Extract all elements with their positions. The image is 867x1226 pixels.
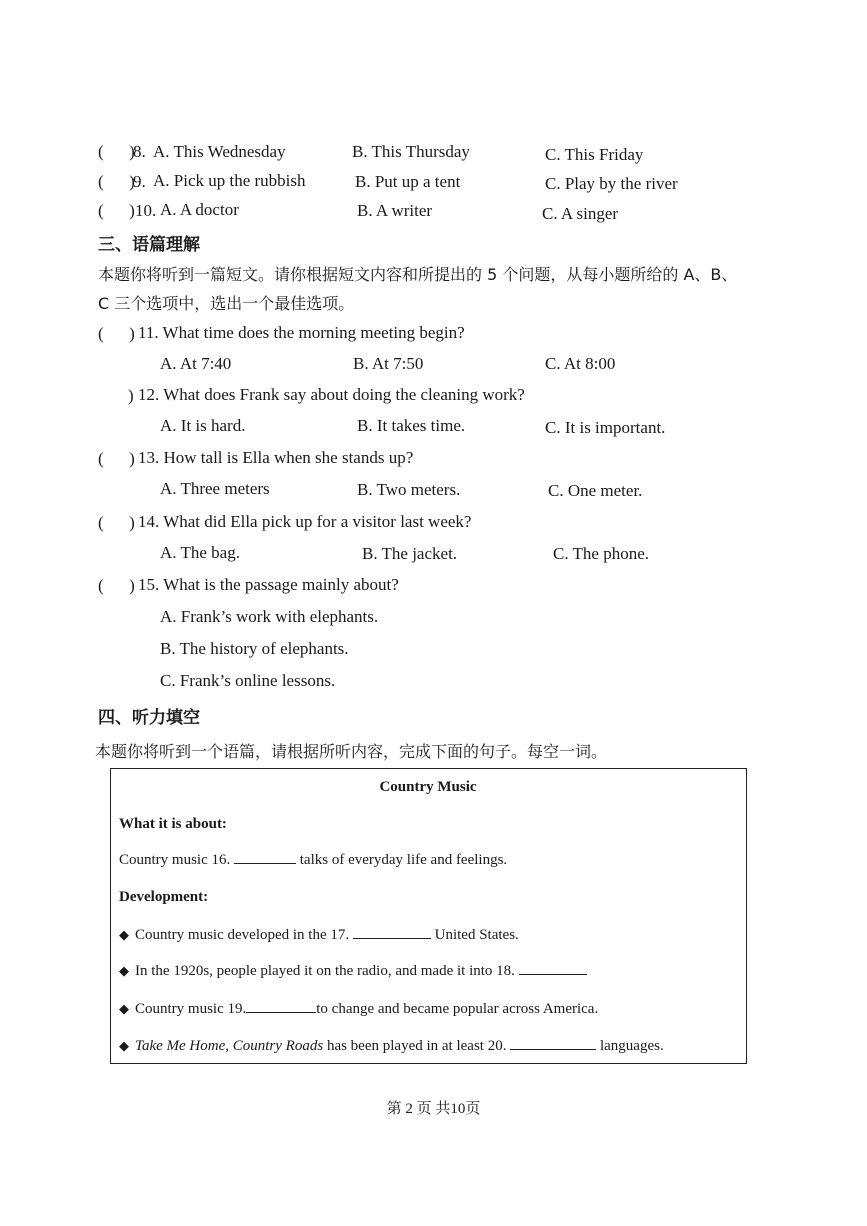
line-18-prefix: In the 1920s, people played it on the radio, and made it into 18.	[135, 963, 515, 979]
question-number: 10.	[135, 201, 157, 220]
song-title: Take Me Home, Country Roads	[135, 1038, 324, 1054]
box-heading-development: Development:	[119, 889, 209, 905]
answer-bracket[interactable]: ( )	[98, 201, 135, 220]
question-11-text: 11. What time does the morning meeting begin?	[138, 323, 465, 342]
answer-bracket[interactable]: )	[128, 386, 134, 405]
option-a: A. The bag.	[160, 543, 240, 562]
blank-17[interactable]	[353, 926, 431, 939]
line-16-prefix: Country music 16.	[119, 852, 231, 868]
line-19-prefix: Country music 19.	[135, 1001, 247, 1017]
line-16-suffix: talks of everyday life and feelings.	[299, 852, 508, 868]
question-12-text: 12. What does Frank say about doing the cleaning work?	[138, 385, 525, 404]
option-c: C. At 8:00	[545, 354, 616, 373]
bullet-20	[119, 1037, 664, 1055]
question-number: 8.	[133, 142, 146, 161]
option-b: B. The jacket.	[362, 544, 458, 563]
blank-18[interactable]	[519, 962, 587, 975]
page-footer: 第 2 页 共10页	[386, 1101, 481, 1117]
diamond-bullet-icon: ◆	[119, 1038, 129, 1053]
bullet-18	[119, 962, 587, 980]
section-3-instruction-line1: 本题你将听到一篇短文。请你根据短文内容和所提出的 5 个问题，从每小题所给的 A、B、	[98, 265, 738, 284]
option-a: A. Pick up the rubbish	[153, 171, 306, 190]
answer-bracket[interactable]: ( )	[98, 142, 135, 161]
option-b: B. This Thursday	[352, 142, 470, 161]
bullet-19	[119, 1000, 598, 1018]
blank-16[interactable]	[234, 851, 296, 864]
option-a: A. At 7:40	[160, 354, 232, 373]
option-b: B. Two meters.	[357, 480, 461, 499]
option-c: C. The phone.	[553, 544, 650, 563]
line-17-suffix: United States.	[434, 927, 519, 943]
diamond-bullet-icon: ◆	[119, 927, 129, 942]
answer-bracket[interactable]: ( )	[98, 172, 135, 191]
option-a: A. This Wednesday	[153, 142, 286, 161]
box-title: Country Music	[379, 779, 477, 795]
line-20-suffix: languages.	[599, 1038, 664, 1054]
line-20-prefix: has been played in at least 20.	[326, 1038, 507, 1054]
section-4-instruction: 本题你将听到一个语篇，请根据所听内容，完成下面的句子。每空一词。	[95, 742, 608, 761]
section-3-title: 三、语篇理解	[98, 235, 200, 255]
box-heading-about: What it is about:	[119, 816, 227, 832]
bullet-17	[119, 926, 519, 944]
box-line-16	[119, 851, 507, 869]
section-4-title: 四、听力填空	[98, 708, 200, 728]
line-19-suffix: to change and became popular across America.	[316, 1001, 599, 1017]
question-13-text: 13. How tall is Ella when she stands up?	[138, 448, 414, 467]
answer-bracket[interactable]: ( )	[98, 513, 135, 532]
answer-bracket[interactable]: ( )	[98, 324, 135, 343]
diamond-bullet-icon: ◆	[119, 1001, 129, 1016]
option-c: C. A singer	[542, 204, 619, 223]
option-b: B. At 7:50	[353, 354, 424, 373]
option-c: C. One meter.	[548, 481, 643, 500]
option-a: A. Three meters	[160, 479, 270, 498]
option-a: A. A doctor	[160, 200, 239, 219]
option-a: A. It is hard.	[160, 416, 246, 435]
option-c: C. Frank’s online lessons.	[160, 671, 336, 690]
option-b: B. It takes time.	[357, 416, 466, 435]
section-3-instruction-line2: C 三个选项中，选出一个最佳选项。	[98, 294, 355, 313]
country-music-box	[110, 768, 747, 1064]
question-number: 9.	[133, 172, 146, 191]
answer-bracket[interactable]: ( )	[98, 576, 135, 595]
option-b: B. A writer	[357, 201, 433, 220]
blank-20[interactable]	[510, 1037, 596, 1050]
diamond-bullet-icon: ◆	[119, 963, 129, 978]
option-c: C. Play by the river	[545, 174, 678, 193]
answer-bracket[interactable]: ( )	[98, 449, 135, 468]
line-17-prefix: Country music developed in the 17.	[135, 927, 350, 943]
option-c: C. This Friday	[545, 145, 644, 164]
option-b: B. The history of elephants.	[160, 639, 349, 658]
option-a: A. Frank’s work with elephants.	[160, 607, 379, 626]
option-b: B. Put up a tent	[355, 172, 461, 191]
question-15-text: 15. What is the passage mainly about?	[138, 575, 399, 594]
blank-19[interactable]	[246, 1000, 316, 1013]
question-14-text: 14. What did Ella pick up for a visitor last week?	[138, 512, 472, 531]
option-c: C. It is important.	[545, 418, 666, 437]
